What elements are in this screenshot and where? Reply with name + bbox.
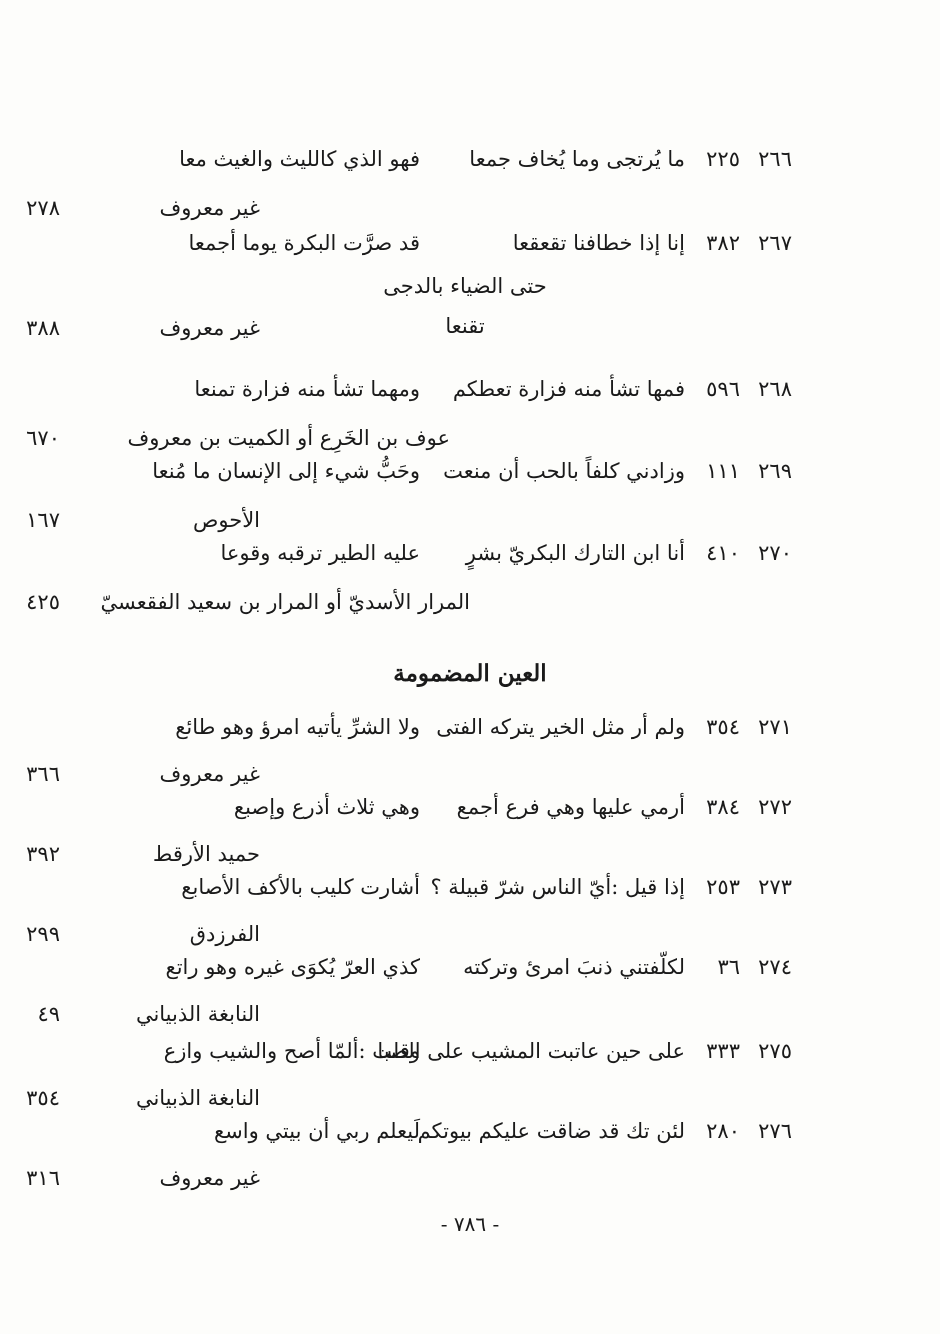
verse-row bbox=[0, 786, 940, 828]
page-reference: ٥٩٦ bbox=[706, 377, 740, 401]
second-hemistich: وهي ثلاث أذرع وإصبع bbox=[233, 795, 420, 819]
page-reference: ٢٨٠ bbox=[706, 1119, 740, 1143]
poet-page: ٦٧٠ bbox=[26, 426, 60, 450]
second-hemistich: قد صرَّت البكرة يوما أجمعا bbox=[188, 231, 420, 255]
first-hemistich: إذا قيل :أيّ الناس شرّ قبيلة ؟ bbox=[430, 875, 685, 899]
verse-row bbox=[0, 222, 940, 264]
verse-number: ٢٧٠ bbox=[758, 541, 792, 565]
poet-page: ٣١٦ bbox=[26, 1166, 60, 1190]
verse-continuation: حتى الضياء بالدجى تقنعا bbox=[383, 274, 547, 338]
verse-row bbox=[0, 1110, 940, 1152]
verse-row bbox=[0, 1030, 940, 1072]
poet-page: ١٦٧ bbox=[26, 508, 60, 532]
first-hemistich: على حين عاتبت المشيب على الصبا bbox=[377, 1039, 685, 1063]
second-hemistich: كذي العرّ يُكوَى غيره وهو راتع bbox=[165, 955, 420, 979]
poet-name: المرار الأسديّ أو المرار بن سعيد الفقعسيّ bbox=[100, 590, 470, 614]
page-reference: ٣٥٤ bbox=[706, 715, 740, 739]
poet-name: النابغة الذبياني bbox=[135, 1086, 260, 1110]
poet-name: غير معروف bbox=[159, 762, 260, 786]
second-hemistich: ولا الشرِّ يأتيه امرؤ وهو طائع bbox=[175, 715, 420, 739]
verse-number: ٢٧٣ bbox=[758, 875, 792, 899]
second-hemistich: ومهما تشأ منه فزارة تمنعا bbox=[194, 377, 420, 401]
poet-page: ٢٧٨ bbox=[26, 196, 60, 220]
second-hemistich: لَيعلم ربي أن بيتي واسع bbox=[213, 1119, 420, 1143]
poet-line bbox=[20, 308, 260, 348]
first-hemistich: ولم أر مثل الخير يتركه الفتى bbox=[436, 715, 685, 739]
verse-row bbox=[0, 946, 940, 988]
verse-number: ٢٦٩ bbox=[758, 459, 792, 483]
poet-page: ٢٩٩ bbox=[26, 922, 60, 946]
verse-number: ٢٦٦ bbox=[758, 147, 792, 171]
poet-name: غير معروف bbox=[159, 1166, 260, 1190]
poet-page: ٤٩ bbox=[37, 1002, 60, 1026]
verse-number: ٢٧٦ bbox=[758, 1119, 792, 1143]
page-reference: ١١١ bbox=[706, 459, 740, 483]
page-number: - ٧٨٦ - bbox=[440, 1212, 500, 1236]
first-hemistich: ما يُرتجى وما يُخاف جمعا bbox=[469, 147, 685, 171]
page-reference: ٢٥٣ bbox=[706, 875, 740, 899]
poet-page: ٣٨٨ bbox=[26, 316, 60, 340]
poet-page: ٣٩٢ bbox=[26, 842, 60, 866]
first-hemistich: أرمي عليها وهي فرع أجمع bbox=[456, 795, 685, 819]
verse-row bbox=[0, 866, 940, 908]
poet-name: الأحوص bbox=[192, 508, 260, 532]
page-reference: ٣٦ bbox=[717, 955, 740, 979]
verse-number: ٢٦٨ bbox=[758, 377, 792, 401]
poet-name: حميد الأرقط bbox=[152, 842, 260, 866]
second-hemistich: وحَبُّ شيء إلى الإنسان ما مُنعا bbox=[152, 459, 420, 483]
page-reference: ٣٨٤ bbox=[706, 795, 740, 819]
poet-line bbox=[20, 1158, 260, 1198]
page-reference: ٣٨٢ bbox=[706, 231, 740, 255]
page-reference: ٢٢٥ bbox=[706, 147, 740, 171]
first-hemistich: وزادني كلفاً بالحب أن منعت bbox=[443, 459, 685, 483]
poet-line bbox=[20, 994, 260, 1034]
poet-name: غير معروف bbox=[159, 196, 260, 220]
verse-row bbox=[0, 368, 940, 410]
page-reference: ٣٣٣ bbox=[706, 1039, 740, 1063]
first-hemistich: فمها تشأ منه فزارة تعطكم bbox=[452, 377, 685, 401]
first-hemistich: لكلّفتني ذنبَ امرئ وتركته bbox=[463, 955, 685, 979]
verse-row bbox=[0, 138, 940, 180]
second-hemistich: أشارت كليب بالأكف الأصابع bbox=[181, 875, 420, 899]
page-reference: ٤١٠ bbox=[706, 541, 740, 565]
poet-name: عوف بن الخَرِع أو الكميت بن معروف bbox=[127, 426, 450, 450]
second-hemistich: وقلت :ألمّا أصح والشيب وازع bbox=[163, 1039, 420, 1063]
verse-row bbox=[0, 706, 940, 748]
poet-page: ٣٥٤ bbox=[26, 1086, 60, 1110]
first-hemistich: إنا إذا خطافنا تقعقعا bbox=[512, 231, 685, 255]
second-hemistich: فهو الذي كالليث والغيث معا bbox=[179, 147, 420, 171]
first-hemistich: لئن تك قد ضاقت عليكم بيوتكم bbox=[417, 1119, 685, 1143]
verse-number: ٢٦٧ bbox=[758, 231, 792, 255]
poet-page: ٣٦٦ bbox=[26, 762, 60, 786]
verse-number: ٢٧١ bbox=[758, 715, 792, 739]
verse-number: ٢٧٥ bbox=[758, 1039, 792, 1063]
first-hemistich: أنا ابن التارك البكريّ بشرٍ bbox=[465, 541, 685, 565]
section-title: العين المضمومة bbox=[393, 660, 547, 687]
verse-row bbox=[0, 532, 940, 574]
verse-row bbox=[0, 450, 940, 492]
verse-number: ٢٧٤ bbox=[758, 955, 792, 979]
second-hemistich: عليه الطير ترقبه وقوعا bbox=[220, 541, 420, 565]
poet-page: ٤٢٥ bbox=[26, 590, 60, 614]
poet-name: الفرزدق bbox=[189, 922, 260, 946]
verse-number: ٢٧٢ bbox=[758, 795, 792, 819]
poet-name: غير معروف bbox=[159, 316, 260, 340]
poet-name: النابغة الذبياني bbox=[135, 1002, 260, 1026]
poet-line bbox=[20, 582, 470, 622]
